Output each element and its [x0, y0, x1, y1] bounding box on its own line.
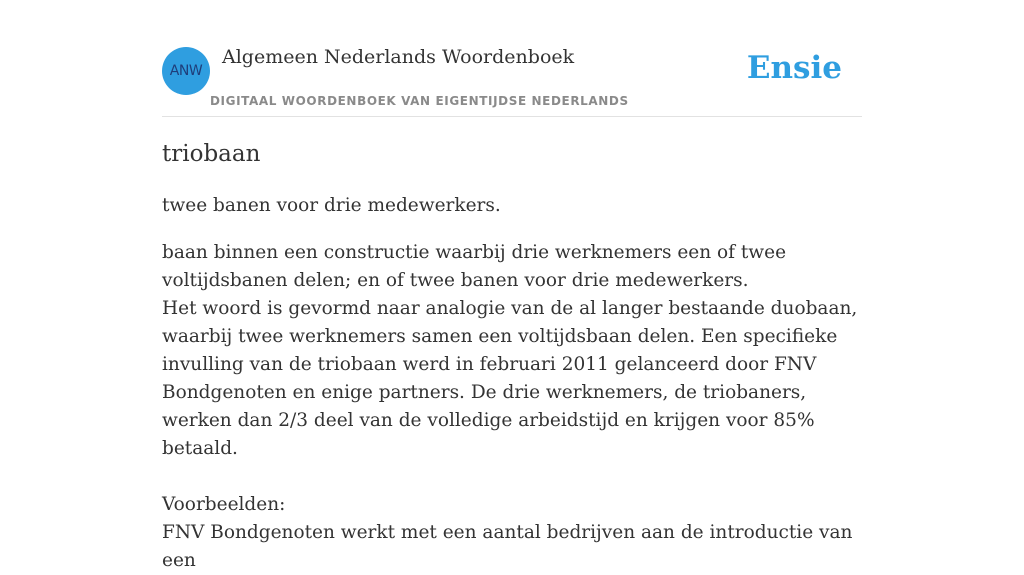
site-title[interactable]: Algemeen Nederlands Woordenboek	[222, 46, 575, 68]
anw-logo[interactable]	[162, 47, 210, 95]
long-definition: baan binnen een constructie waarbij drie werknemers een of twee voltijdsbanen delen; en of twee banen voor drie medewerkers. Het woord is gevormd naar analogie van de al langer bestaande duobaan, waarbij twee werknemers samen een voltijdsbaan delen. Een specifieke invulling van de triobaan werd in februari 2011 gelanceerd door FNV Bondgenoten en enige partners. De drie werknemers, de triobaners, werken dan 2/3 deel van de volledige arbeidstijd en krijgen voor 85% betaald. Voorbeelden: FNV Bondgenoten werkt met een aantal bedrijven aan de introductie van een	[162, 242, 858, 571]
site-subtitle: DIGITAAL WOORDENBOEK VAN EIGENTIJDSE NEDERLANDS	[210, 94, 629, 108]
entry-term: triobaan	[162, 141, 261, 167]
ensie-brand-logo[interactable]: Ensie	[746, 50, 842, 86]
entry-content	[162, 138, 862, 575]
logo-text: ANW	[169, 63, 203, 79]
short-definition: twee banen voor drie medewerkers.	[162, 195, 501, 216]
site-header	[162, 0, 862, 117]
